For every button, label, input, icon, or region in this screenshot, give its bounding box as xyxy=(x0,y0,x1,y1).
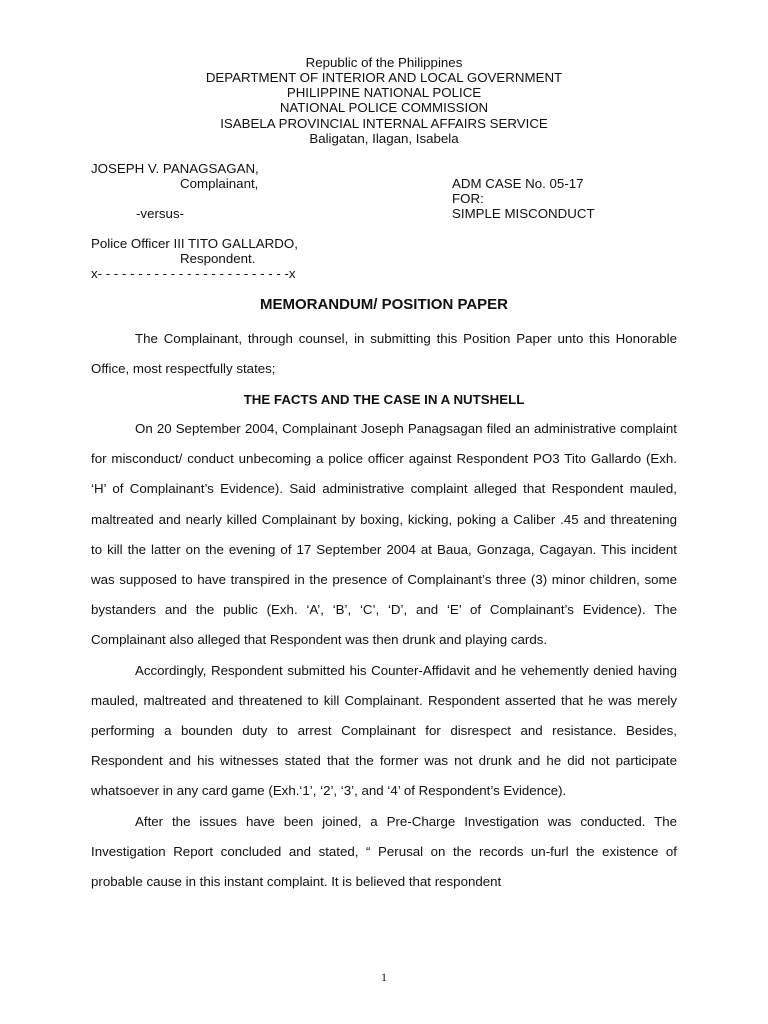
page-number: 1 xyxy=(381,970,387,984)
header-department: DEPARTMENT OF INTERIOR AND LOCAL GOVERNMENT xyxy=(205,70,563,85)
intro-paragraph xyxy=(91,324,677,384)
section-heading: THE FACTS AND THE CASE IN A NUTSHELL xyxy=(243,392,525,407)
complainant-role: Complainant, xyxy=(180,176,259,191)
header-address: Baligatan, Ilagan, Isabela xyxy=(309,131,459,146)
offense-label: SIMPLE MISCONDUCT xyxy=(452,206,595,221)
respondent-role: Respondent. xyxy=(180,251,256,266)
respondent-name: Police Officer III TITO GALLARDO, xyxy=(91,236,298,251)
intro-text: The Complainant, through counsel, in submitting this Position Paper unto this Honorable Office, most respectfully states; xyxy=(91,331,677,377)
header-napolcom: NATIONAL POLICE COMMISSION xyxy=(279,100,489,115)
versus-label: -versus- xyxy=(136,206,185,221)
paragraph-1: On 20 September 2004, Complainant Joseph Panagsagan filed an administrative complaint for misconduct/ conduct unbecoming a police officer against Respondent PO3 Tito Gallardo (Exh. ‘H’ of Complainant’s Evidence). Said administrative complaint alleged that Respondent mauled, maltreated and nearly killed Complainant by boxing, kicking, poking a Caliber .45 and threatening to kill the latter on the evening of 17 September 2004 at Baua, Gonzaga, Cagayan. This incident was supposed to have transpired in the presence of Complainant’s three (3) minor children, some bystanders and the public (Exh. ‘A’, ‘B’, ‘C’, ‘D’, and ‘E’ of Complainant’s Evidence). The Complainant also alleged that Respondent was then drunk and playing cards. xyxy=(91,421,677,648)
header-republic: Republic of the Philippines xyxy=(305,55,463,70)
header-office: ISABELA PROVINCIAL INTERNAL AFFAIRS SERVICE xyxy=(220,116,548,131)
paragraph-2: Accordingly, Respondent submitted his Counter-Affidavit and he vehemently denied having mauled, maltreated and threatened to kill Complainant. Respondent asserted that he was merely performing a bounden duty to arrest Complainant for disrespect and resistance. Besides, Respondent and his witnesses stated that the former was not drunk and he did not participate whatsoever in any card game (Exh.‘1’, ‘2’, ‘3’, and ‘4’ of Respondent’s Evidence). xyxy=(91,662,677,799)
document-title: MEMORANDUM/ POSITION PAPER xyxy=(259,296,509,313)
complainant-name: JOSEPH V. PANAGSAGAN, xyxy=(91,161,259,176)
paragraph-3: After the issues have been joined, a Pre-Charge Investigation was conducted. The Investigation Report concluded and stated, “ Perusal on the records un-furl the existence of probable cause in this instant complaint. It is believed that respondent xyxy=(91,813,677,890)
case-number: ADM CASE No. 05-17 xyxy=(452,176,584,191)
header-pnp: PHILIPPINE NATIONAL POLICE xyxy=(286,85,482,100)
for-label: FOR: xyxy=(452,191,484,206)
body-text xyxy=(91,414,677,897)
caption-separator: x- - - - - - - - - - - - - - - - - - - - - - - -x xyxy=(91,266,296,281)
